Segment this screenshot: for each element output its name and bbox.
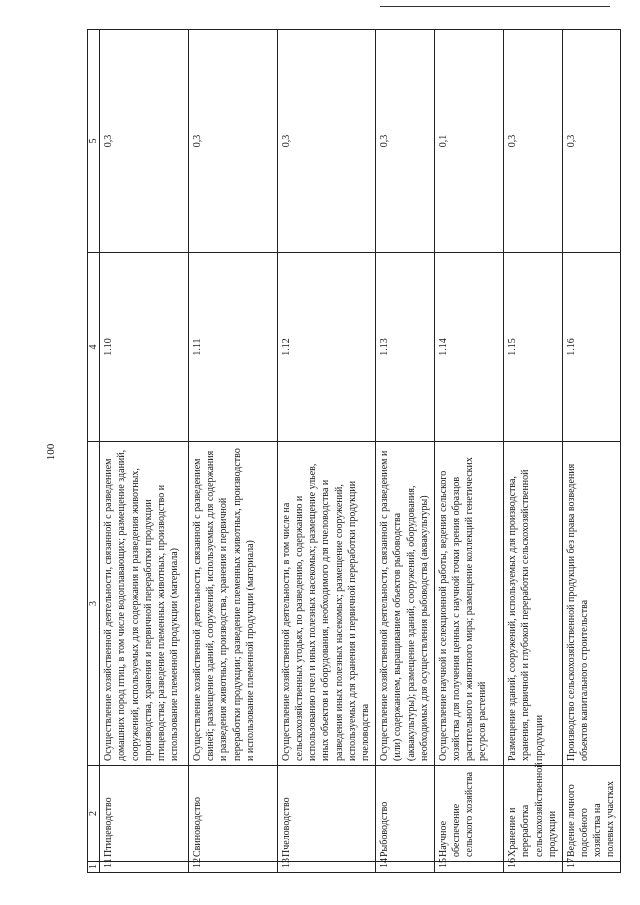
use-description: Осуществление хозяйственной деятельности, связанной с разведением домашних пород птиц, в том числе водоплавающих; размещение зданий, сооружений, используемых для содержания и разведения животных, производства, хранения и первичной переработки продукции птицеводства; разведение племенных животных, производство и использование племенной продукции (материала)	[100, 442, 189, 766]
header-cell: 2	[88, 766, 100, 862]
use-code: 1.13	[376, 253, 434, 442]
use-description: Производство сельскохозяйственной продукции без права возведения объектов капитального строительства	[562, 442, 620, 766]
row-number: 12	[188, 862, 277, 873]
use-description: Осуществление хозяйственной деятельности, связанной с разведением и (или) содержанием, выращиванием объектов рыбоводства (аквакультуры); размещение зданий, сооружений, оборудования, необходимых для осуществления рыбоводства (аквакультуры)	[376, 442, 434, 766]
use-code: 1.16	[562, 253, 620, 442]
use-type-name: Рыбоводство	[376, 766, 434, 862]
row-number: 17	[562, 862, 620, 873]
header-cell: 1	[88, 862, 100, 873]
use-code: 1.12	[277, 253, 375, 442]
table-row	[100, 30, 189, 873]
use-type-name: Пчеловодство	[277, 766, 375, 862]
top-rule	[380, 6, 610, 7]
table-row	[562, 30, 620, 873]
row-number: 11	[100, 862, 189, 873]
header-cell: 3	[88, 442, 100, 766]
row-number: 14	[376, 862, 434, 873]
coefficient: 0,3	[188, 30, 277, 253]
table-row	[504, 30, 562, 873]
table-row	[376, 30, 434, 873]
land-use-table	[87, 29, 621, 873]
table-row	[434, 30, 504, 873]
use-type-name: Птицеводство	[100, 766, 189, 862]
use-type-name: Ведение личного подсобного хозяйства на полевых участках	[562, 766, 620, 862]
use-code: 1.10	[100, 253, 189, 442]
table-row	[188, 30, 277, 873]
use-description: Осуществление хозяйственной деятельности, в том числе на сельскохозяйственных угодьях, по разведению, содержанию и использованию пчел и иных полезных насекомых; размещение ульев, иных объектов и оборудования, необходимого для пчеловодства и разведения иных полезных насекомых; размещение сооружений, используемых для хранения и первичной переработки продукции пчеловодства	[277, 442, 375, 766]
coefficient: 0,3	[277, 30, 375, 253]
rotated-table-container	[87, 30, 621, 873]
header-cell: 4	[88, 253, 100, 442]
coefficient: 0,3	[504, 30, 562, 253]
table-row	[277, 30, 375, 873]
coefficient: 0,3	[562, 30, 620, 253]
row-number: 16	[504, 862, 562, 873]
row-number: 15	[434, 862, 504, 873]
header-cell: 5	[88, 30, 100, 253]
row-number: 13	[277, 862, 375, 873]
use-description: Размещение зданий, сооружений, используемых для производства, хранения, первичной и глубокой переработки сельскохозяйственной продукции	[504, 442, 562, 766]
page-number: 100	[45, 443, 57, 461]
use-code: 1.15	[504, 253, 562, 442]
use-type-name: Свиноводство	[188, 766, 277, 862]
coefficient: 0,3	[376, 30, 434, 253]
use-type-name: Научное обеспечение сельского хозяйства	[434, 766, 504, 862]
coefficient: 0,1	[434, 30, 504, 253]
use-code: 1.14	[434, 253, 504, 442]
use-description: Осуществление хозяйственной деятельности, связанной с разведением свиней; размещение зданий, сооружений, используемых для содержания и разведения животных, производства, хранения и первичной переработки продукции; разведение племенных животных, производство и использование племенной продукции (материала)	[188, 442, 277, 766]
use-code: 1.11	[188, 253, 277, 442]
use-description: Осуществление научной и селекционной работы, ведения сельского хозяйства для получения ценных с научной точки зрения образцов растительного и животного мира; размещение коллекций генетических ресурсов растений	[434, 442, 504, 766]
coefficient: 0,3	[100, 30, 189, 253]
use-type-name: Хранение и переработка сельскохозяйственной продукции	[504, 766, 562, 862]
header-row	[88, 30, 100, 873]
